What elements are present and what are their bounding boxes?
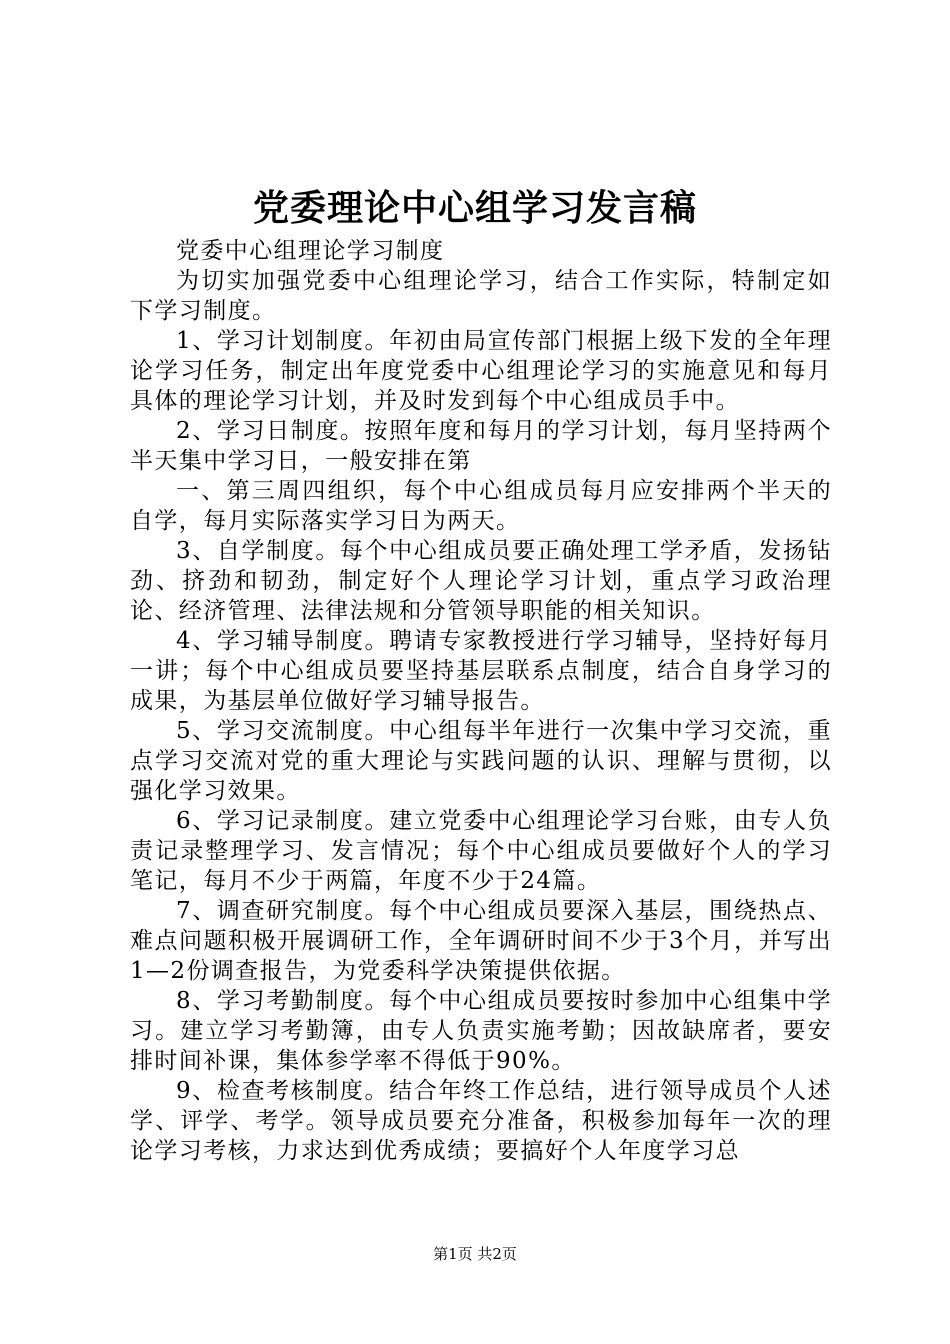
- paragraph: 为切实加强党委中心组理论学习，结合工作实际，特制定如下学习制度。: [130, 268, 832, 324]
- paragraph: 一、第三周四组织，每个中心组成员每月应安排两个半天的自学，每月实际落实学习日为两天。: [130, 478, 832, 534]
- paragraph: 7、调查研究制度。每个中心组成员要深入基层，围绕热点、难点问题积极开展调研工作，全年调研时间不少于3个月，并写出1—2份调查报告，为党委科学决策提供依据。: [130, 898, 832, 984]
- paragraph: 9、检查考核制度。结合年终工作总结，进行领导成员个人述学、评学、考学。领导成员要充分准备，积极参加每年一次的理论学习考核，力求达到优秀成绩；要搞好个人年度学习总: [130, 1078, 832, 1164]
- paragraph: 6、学习记录制度。建立党委中心组理论学习台账，由专人负责记录整理学习、发言情况；每个中心组成员要做好个人的学习笔记，每月不少于两篇，年度不少于24篇。: [130, 808, 832, 894]
- page-number-footer: 第1页 共2页: [433, 1245, 517, 1263]
- paragraph: 2、学习日制度。按照年度和每月的学习计划，每月坚持两个半天集中学习日，一般安排在第: [130, 418, 832, 474]
- paragraph: 4、学习辅导制度。聘请专家教授进行学习辅导，坚持好每月一讲；每个中心组成员要坚持基层联系点制度，结合自身学习的成果，为基层单位做好学习辅导报告。: [130, 628, 832, 714]
- paragraph: 5、学习交流制度。中心组每半年进行一次集中学习交流，重点学习交流对党的重大理论与实践问题的认识、理解与贯彻，以强化学习效果。: [130, 718, 832, 804]
- paragraph: 3、自学制度。每个中心组成员要正确处理工学矛盾，发扬钻劲、挤劲和韧劲，制定好个人理论学习计划，重点学习政治理论、经济管理、法律法规和分管领导职能的相关知识。: [130, 538, 832, 624]
- paragraph: 党委中心组理论学习制度: [176, 238, 445, 264]
- document-body: [130, 236, 832, 1166]
- document-title: 党委理论中心组学习发言稿: [252, 187, 697, 229]
- paragraph: 8、学习考勤制度。每个中心组成员要按时参加中心组集中学习。建立学习考勤簿，由专人负责实施考勤；因故缺席者，要安排时间补课，集体参学率不得低于90%。: [130, 988, 832, 1074]
- paragraph: 1、学习计划制度。年初由局宣传部门根据上级下发的全年理论学习任务，制定出年度党委中心组理论学习的实施意见和每月具体的理论学习计划，并及时发到每个中心组成员手中。: [130, 328, 832, 414]
